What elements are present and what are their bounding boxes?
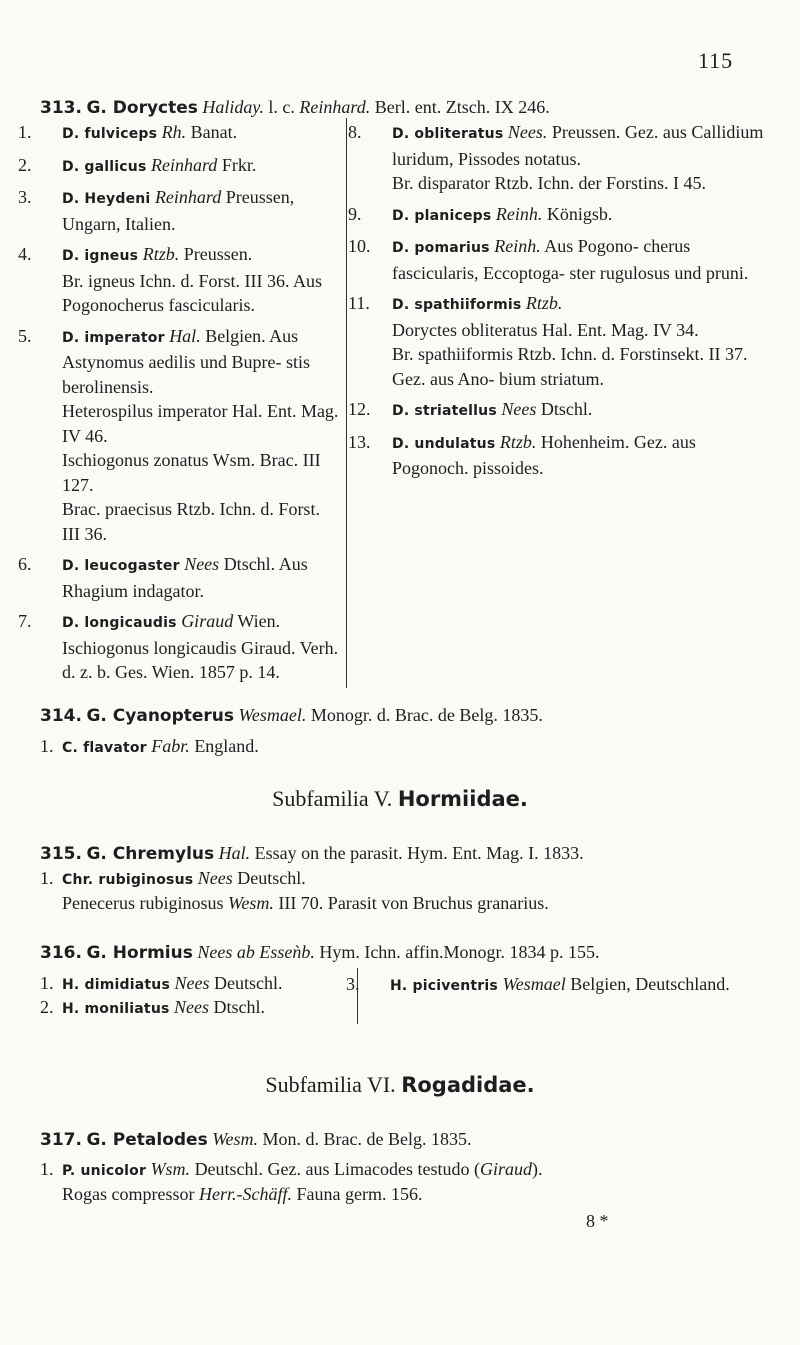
species-entry: 2. H. moniliatus Nees Dtschl. <box>40 997 266 1017</box>
locality-text: Dtschl. Aus Rhagium indagator. <box>62 554 308 601</box>
genus-314-heading: 314. G. Cyanopterus Wesmael. Monogr. d. Brac. de Belg. 1835. <box>40 705 543 726</box>
species-name: D. undulatus <box>392 435 496 452</box>
locality-text: Hohenheim. Gez. aus Pogonoch. pissoides. <box>392 431 696 478</box>
species-entry: 13. D. undulatus Rtzb. Hohenheim. Gez. aus Pogonoch. pissoides. <box>348 431 696 478</box>
species-entry: 12. D. striatellus Nees Dtschl. <box>348 399 593 419</box>
species-entry: 11. D. spathiiformis Rtzb. <box>348 293 563 313</box>
species-entry: 1. P. unicolor Wsm. Deutschl. Gez. aus Limacodes testudo (Giraud). <box>40 1159 543 1179</box>
locality-text: Preussen. <box>179 244 253 264</box>
genus-name: G. Petalodes <box>86 1130 208 1150</box>
author-name: Giraud <box>181 611 234 631</box>
locality-text: Frkr. <box>217 154 257 175</box>
author-name: Rtzb. <box>525 293 563 313</box>
author-name: Nees <box>501 399 537 419</box>
genus-name: G. Doryctes <box>86 98 198 118</box>
author-name: Rtzb. <box>499 431 537 452</box>
genus-name: G. Hormius <box>86 943 193 963</box>
author-name: Rh. <box>161 122 187 142</box>
genus-313-left-column <box>18 120 340 691</box>
synonym-line: Ischiogonus zonatus Wsm. Brac. III 127. <box>62 450 321 495</box>
locality-text: Königsb. <box>542 203 613 224</box>
genus-name: G. Chremylus <box>86 844 215 864</box>
author-name: Reinhard <box>154 187 222 207</box>
species-entry: 9. D. planiceps Reinh. Königsb. <box>348 203 613 224</box>
species-entry: 8. D. obliteratus Nees. Preussen. Gez. aus Callidium luridum, Pissodes notatus. <box>348 122 764 169</box>
synonym-line: Doryctes obliteratus Hal. Ent. Mag. IV 34. <box>392 319 699 340</box>
synonym-line: Ischiogonus longicaudis Giraud. Verh. d. z. b. Ges. Wien. 1857 p. 14. <box>62 637 339 682</box>
species-entry: 6. D. leucogaster Nees Dtschl. Aus Rhagium indagator. <box>18 554 308 601</box>
species-name: D. longicaudis <box>62 615 177 631</box>
locality-text: Banat. <box>186 122 238 142</box>
synonym-line: Heterospilus imperator Hal. Ent. Mag. IV 46. <box>62 401 339 446</box>
species-entry: 10. D. pomarius Reinh. Aus Pogono- cherus fascicularis, Eccoptoga- ster rugulosus und pruni. <box>348 236 749 283</box>
signature-mark: 8 * <box>586 1211 609 1231</box>
species-entry: 1. H. dimidiatus Nees Deutschl. <box>40 973 283 993</box>
subfamily-heading: Subfamilia VI. Rogadidae. <box>265 1072 535 1097</box>
synonym-line: Brac. praecisus Rtzb. Ichn. d. Forst. III 36. <box>62 499 320 544</box>
genus-313-right-column <box>348 120 770 487</box>
author-name: Reinhard <box>150 154 218 175</box>
species-name: D. fulviceps <box>62 126 158 142</box>
genus-316-heading: 316. G. Hormius Nees ab Esseǹb. Hym. Ichn. affin.Monogr. 1834 p. 155. <box>40 942 600 963</box>
species-name: D. planiceps <box>392 207 492 224</box>
author-name: Hal. <box>169 325 201 346</box>
synonym-line: Rogas compressor Herr.-Schäff. Fauna germ. 156. <box>62 1184 423 1204</box>
species-entry: 3. H. piciventris Wesmael Belgien, Deutschland. <box>346 974 730 994</box>
species-name: D. imperator <box>62 329 165 346</box>
genus-name: G. Cyanopterus <box>86 706 235 726</box>
species-name: D. obliteratus <box>392 126 504 142</box>
locality-text: Aus Pogono- cherus fascicularis, Eccoptoga- ster rugulosus und pruni. <box>392 236 749 283</box>
species-entry: 7. D. longicaudis Giraud Wien. <box>18 611 281 631</box>
species-entry: 2. D. gallicus Reinhard Frkr. <box>18 154 257 175</box>
locality-text: Dtschl. <box>536 399 593 419</box>
author-name: Reinh. <box>495 203 543 224</box>
species-entry: 3. D. Heydeni Reinhard Preussen, Ungarn, Italien. <box>18 187 295 234</box>
author-name: Reinh. <box>494 236 541 256</box>
species-name: D. pomarius <box>392 240 490 256</box>
locality-text: Preussen, Ungarn, Italien. <box>62 187 295 234</box>
author-name: Nees. <box>507 122 548 142</box>
author-name: Rtzb. <box>142 244 180 264</box>
species-name: D. striatellus <box>392 403 497 419</box>
synonym-line: Br. spathiiformis Rtzb. Ichn. d. Forstinsekt. II 37. Gez. aus Ano- bium striatum. <box>392 344 748 389</box>
species-entry: 5. D. imperator Hal. Belgien. Aus Astynomus aedilis und Bupre- stis berolinensis. <box>18 325 310 397</box>
species-name: D. Heydeni <box>62 191 151 207</box>
genus-315-heading: 315. G. Chremylus Hal. Essay on the parasit. Hym. Ent. Mag. I. 1833. <box>40 843 584 864</box>
genus-313-heading: 313. G. Doryctes Haliday. l. c. Reinhard. Berl. ent. Ztsch. IX 246. <box>40 97 550 118</box>
column-divider <box>346 118 347 688</box>
synonym-line: Br. disparator Rtzb. Ichn. der Forstins. I 45. <box>392 173 706 193</box>
species-entry: 1. C. flavator Fabr. England. <box>40 736 259 756</box>
species-name: D. spathiiformis <box>392 297 522 313</box>
genus-317-heading: 317. G. Petalodes Wesm. Mon. d. Brac. de Belg. 1835. <box>40 1129 472 1150</box>
synonym-line: Penecerus rubiginosus Wesm. III 70. Parasit von Bruchus granarius. <box>62 893 549 913</box>
page-number: 115 <box>698 48 734 73</box>
author-name: Nees <box>184 554 220 574</box>
species-entry: 4. D. igneus Rtzb. Preussen. <box>18 244 253 264</box>
synonym-line: Br. igneus Ichn. d. Forst. III 36. Aus Pogonocherus fascicularis. <box>62 270 322 315</box>
locality-text: Wien. <box>233 611 281 631</box>
species-entry: 1. Chr. rubiginosus Nees Deutschl. <box>40 868 306 888</box>
species-name: D. gallicus <box>62 158 147 175</box>
locality-text: Belgien. Aus Astynomus aedilis und Bupre- stis berolinensis. <box>62 325 310 397</box>
species-entry: 1. D. fulviceps Rh. Banat. <box>18 122 238 142</box>
species-name: D. leucogaster <box>62 558 180 574</box>
locality-text: Preussen. Gez. aus Callidium luridum, Pissodes notatus. <box>392 122 764 169</box>
species-name: D. igneus <box>62 248 139 264</box>
subfamily-heading: Subfamilia V. Hormiidae. <box>272 786 528 811</box>
